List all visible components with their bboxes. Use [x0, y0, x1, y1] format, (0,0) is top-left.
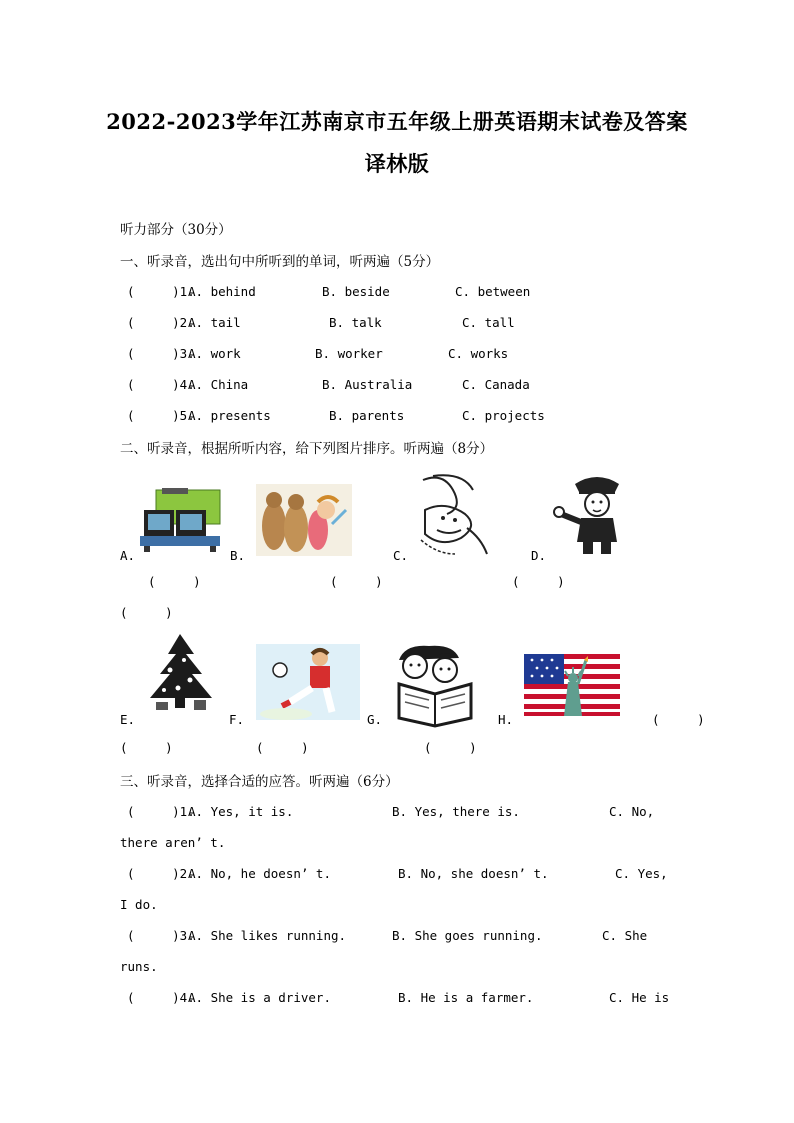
option-a: A. She likes running.	[188, 928, 347, 943]
option-c: C. Canada	[462, 377, 530, 392]
answer-blank[interactable]: ( )4.	[127, 377, 195, 392]
option-b: B. She goes running.	[392, 928, 543, 943]
option-b: B. worker	[315, 346, 383, 361]
option-c-continued: I do.	[120, 897, 158, 912]
picture-label-c: C.	[393, 548, 409, 563]
option-b: B. He is a farmer.	[398, 990, 534, 1005]
picture-label-h: H.	[498, 712, 514, 727]
answer-blank[interactable]: ( )1.	[127, 284, 195, 299]
statue-of-liberty-flag-picture	[524, 654, 620, 716]
kangaroos-picture	[256, 484, 352, 556]
picture-label-a: A.	[120, 548, 136, 563]
answer-blank-d[interactable]: ( )	[120, 605, 173, 620]
rabbit-sketch-picture	[413, 470, 499, 560]
section1-heading: 一、听录音，选出句中所听到的单词，听两遍（5分）	[120, 254, 440, 270]
answer-blank-e[interactable]: ( )	[652, 712, 705, 727]
option-c: C. Yes,	[615, 866, 668, 881]
option-c: C. No,	[609, 804, 655, 819]
listening-header: 听力部分（30分）	[120, 222, 232, 238]
answer-blank-f[interactable]: ( )	[120, 740, 173, 755]
option-c: C. projects	[462, 408, 545, 423]
picture-label-g: G.	[367, 712, 383, 727]
option-c-continued: runs.	[120, 959, 158, 974]
option-a: A. She is a driver.	[188, 990, 331, 1005]
answer-blank-a[interactable]: ( )	[148, 574, 201, 589]
option-a: A. behind	[188, 284, 256, 299]
picture-label-e: E.	[120, 712, 136, 727]
section3-heading: 三、听录音，选择合适的应答。听两遍（6分）	[120, 774, 399, 790]
option-c: C. between	[455, 284, 531, 299]
picture-label-d: D.	[531, 548, 547, 563]
option-b: B. parents	[329, 408, 405, 423]
computers-picture	[140, 484, 226, 552]
option-b: B. Australia	[322, 377, 413, 392]
picture-label-f: F.	[229, 712, 245, 727]
answer-blank[interactable]: ( )3.	[127, 928, 195, 943]
option-c: C. She	[602, 928, 648, 943]
option-c: C. tall	[462, 315, 515, 330]
option-a: A. No, he doesn’ t.	[188, 866, 331, 881]
option-a: A. Yes, it is.	[188, 804, 294, 819]
answer-blank[interactable]: ( )1.	[127, 804, 195, 819]
option-a: A. presents	[188, 408, 271, 423]
answer-blank-b[interactable]: ( )	[330, 574, 383, 589]
option-c: C. works	[448, 346, 509, 361]
answer-blank-g[interactable]: ( )	[256, 740, 309, 755]
family-reading-picture	[389, 640, 481, 728]
answer-blank[interactable]: ( )5.	[127, 408, 195, 423]
football-player-picture	[256, 644, 360, 720]
christmas-tree-picture	[140, 630, 222, 716]
option-b: B. No, she doesn’ t.	[398, 866, 549, 881]
section2-heading: 二、听录音，根据所听内容，给下列图片排序。听两遍（8分）	[120, 441, 494, 457]
exam-title: 2022-2023学年江苏南京市五年级上册英语期末试卷及答案	[106, 109, 688, 134]
option-a: A. work	[188, 346, 241, 361]
option-c: C. He is	[609, 990, 670, 1005]
option-b: B. Yes, there is.	[392, 804, 520, 819]
policeman-picture	[553, 470, 643, 560]
answer-blank[interactable]: ( )4.	[127, 990, 195, 1005]
option-b: B. beside	[322, 284, 390, 299]
answer-blank-c[interactable]: ( )	[512, 574, 565, 589]
option-a: A. tail	[188, 315, 241, 330]
picture-label-b: B.	[230, 548, 246, 563]
option-a: A. China	[188, 377, 249, 392]
answer-blank[interactable]: ( )2.	[127, 315, 195, 330]
option-c-continued: there aren’ t.	[120, 835, 226, 850]
exam-subtitle: 译林版	[364, 151, 430, 176]
answer-blank[interactable]: ( )2.	[127, 866, 195, 881]
option-b: B. talk	[329, 315, 382, 330]
answer-blank-h[interactable]: ( )	[424, 740, 477, 755]
answer-blank[interactable]: ( )3.	[127, 346, 195, 361]
